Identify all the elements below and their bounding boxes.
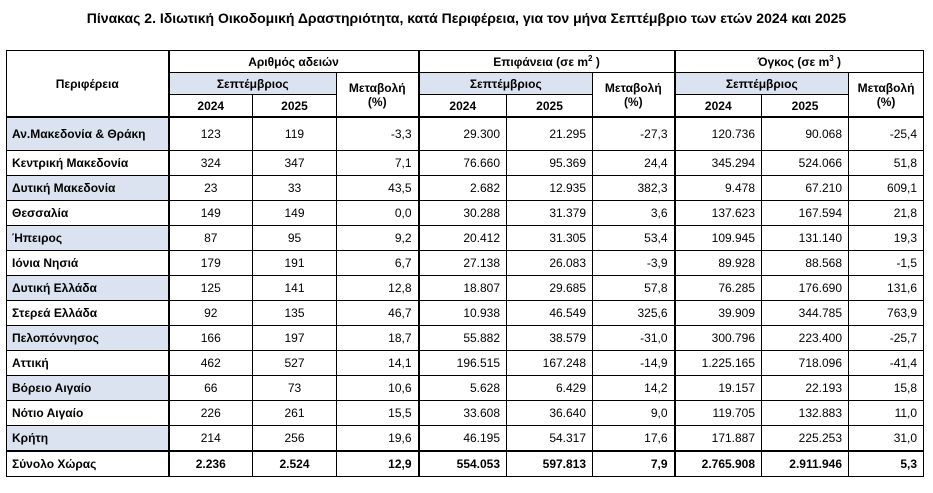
permits-year2-header: 2025: [253, 95, 337, 118]
surface-2025-cell: 21.295: [507, 117, 593, 151]
volume-change-cell: 11,0: [849, 401, 924, 426]
surface-2025-cell: 36.640: [507, 401, 593, 426]
volume-change-cell: -1,5: [849, 251, 924, 276]
volume-2024-cell: 76.285: [675, 276, 762, 301]
surface-change-cell: -14,9: [593, 351, 675, 376]
volume-change-header: Μεταβολή (%): [849, 73, 924, 118]
permits-2024-cell: 92: [169, 301, 253, 326]
surface-2024-cell: 46.195: [419, 426, 507, 452]
permits-2025-cell: 527: [253, 351, 337, 376]
surface-2024-cell: 196.515: [419, 351, 507, 376]
surface-2024-cell: 18.807: [419, 276, 507, 301]
permits-change-cell: 14,1: [337, 351, 419, 376]
region-column-header: Περιφέρεια: [7, 51, 169, 118]
table-row: [7, 376, 924, 401]
volume-change-cell: 51,8: [849, 151, 924, 176]
permits-year1-header: 2024: [169, 95, 253, 118]
surface-change-cell: 17,6: [593, 426, 675, 452]
volume-2024-cell: 345.294: [675, 151, 762, 176]
volume-2024-cell: 1.225.165: [675, 351, 762, 376]
permits-change-cell: -3,3: [337, 117, 419, 151]
region-name-cell: Κεντρική Μακεδονία: [7, 151, 169, 176]
volume-year2-header: 2025: [762, 95, 849, 118]
surface-2025-cell: 54.317: [507, 426, 593, 452]
permits-2024-cell: 66: [169, 376, 253, 401]
volume-2024-cell: 19.157: [675, 376, 762, 401]
surface-year1-header: 2024: [419, 95, 507, 118]
volume-2024-cell: 109.945: [675, 226, 762, 251]
volume-2024-cell: 89.928: [675, 251, 762, 276]
permits-2024-cell: 2.236: [169, 451, 253, 477]
volume-2025-cell: 2.911.946: [762, 451, 849, 477]
volume-2025-cell: 88.568: [762, 251, 849, 276]
table-row: [7, 176, 924, 201]
volume-change-cell: 763,9: [849, 301, 924, 326]
permits-2024-cell: 226: [169, 401, 253, 426]
permits-2025-cell: 135: [253, 301, 337, 326]
volume-2024-cell: 120.736: [675, 117, 762, 151]
volume-2025-cell: 225.253: [762, 426, 849, 452]
permits-2024-cell: 324: [169, 151, 253, 176]
table-row: [7, 326, 924, 351]
volume-change-cell: 15,8: [849, 376, 924, 401]
permits-change-header: Μεταβολή (%): [337, 73, 419, 118]
region-name-cell: Κρήτη: [7, 426, 169, 452]
permits-2024-cell: 462: [169, 351, 253, 376]
region-name-cell: Ιόνια Νησιά: [7, 251, 169, 276]
region-name-cell: Βόρειο Αιγαίο: [7, 376, 169, 401]
volume-change-cell: 31,0: [849, 426, 924, 452]
permits-2025-cell: 119: [253, 117, 337, 151]
region-name-cell: Αττική: [7, 351, 169, 376]
permits-change-cell: 19,6: [337, 426, 419, 452]
permits-change-cell: 10,6: [337, 376, 419, 401]
volume-2024-cell: 9.478: [675, 176, 762, 201]
permits-change-cell: 0,0: [337, 201, 419, 226]
permits-2024-cell: 149: [169, 201, 253, 226]
permits-2025-cell: 33: [253, 176, 337, 201]
region-name-cell: Πελοπόννησος: [7, 326, 169, 351]
permits-2025-cell: 191: [253, 251, 337, 276]
volume-2025-cell: 167.594: [762, 201, 849, 226]
surface-2024-cell: 10.938: [419, 301, 507, 326]
table-row: [7, 426, 924, 452]
surface-2025-cell: 12.935: [507, 176, 593, 201]
surface-change-header: Μεταβολή (%): [593, 73, 675, 118]
surface-2024-cell: 30.288: [419, 201, 507, 226]
permits-change-cell: 46,7: [337, 301, 419, 326]
surface-year2-header: 2025: [507, 95, 593, 118]
table-row: [7, 226, 924, 251]
permits-2025-cell: 73: [253, 376, 337, 401]
table-row: [7, 201, 924, 226]
volume-2025-cell: 176.690: [762, 276, 849, 301]
volume-2025-cell: 67.210: [762, 176, 849, 201]
surface-2024-cell: 76.660: [419, 151, 507, 176]
volume-group-header: Όγκος (σε $m^3$ ): [675, 51, 924, 73]
surface-group-header: Επιφάνεια (σε $m^2$ ): [419, 51, 675, 73]
volume-change-cell: 19,3: [849, 226, 924, 251]
volume-change-cell: 131,6: [849, 276, 924, 301]
surface-change-cell: 9,0: [593, 401, 675, 426]
volume-2024-cell: 2.765.908: [675, 451, 762, 477]
volume-change-cell: -25,7: [849, 326, 924, 351]
surface-change-cell: 53,4: [593, 226, 675, 251]
table-row: [7, 301, 924, 326]
table-title: Πίνακας 2. Ιδιωτική Οικοδομική Δραστηριότητα, κατά Περιφέρεια, για τον μήνα Σεπτέμβριο των ετών 2024 και 2025: [86, 10, 847, 26]
permits-change-cell: 15,5: [337, 401, 419, 426]
region-name-cell: Ήπειρος: [7, 226, 169, 251]
permits-2024-cell: 179: [169, 251, 253, 276]
permits-change-cell: 9,2: [337, 226, 419, 251]
surface-2024-cell: 29.300: [419, 117, 507, 151]
surface-change-cell: 382,3: [593, 176, 675, 201]
surface-month-header: Σεπτέμβριος: [419, 73, 593, 95]
table-row: [7, 251, 924, 276]
permits-2024-cell: 23: [169, 176, 253, 201]
surface-2025-cell: 167.248: [507, 351, 593, 376]
volume-2025-cell: 344.785: [762, 301, 849, 326]
surface-2025-cell: 597.813: [507, 451, 593, 477]
surface-2024-cell: 55.882: [419, 326, 507, 351]
volume-2025-cell: 22.193: [762, 376, 849, 401]
permits-month-header: Σεπτέμβριος: [169, 73, 337, 95]
volume-year1-header: 2024: [675, 95, 762, 118]
table-row: [7, 151, 924, 176]
surface-change-cell: -27,3: [593, 117, 675, 151]
permits-change-cell: 18,7: [337, 326, 419, 351]
region-name-cell: Αν.Μακεδονία & Θράκη: [7, 117, 169, 151]
surface-change-cell: 325,6: [593, 301, 675, 326]
regional-building-activity-table: [6, 50, 924, 477]
surface-2025-cell: 46.549: [507, 301, 593, 326]
surface-2025-cell: 31.379: [507, 201, 593, 226]
surface-2025-cell: 26.083: [507, 251, 593, 276]
surface-2024-cell: 27.138: [419, 251, 507, 276]
surface-2025-cell: 29.685: [507, 276, 593, 301]
region-name-cell: Στερεά Ελλάδα: [7, 301, 169, 326]
surface-2025-cell: 6.429: [507, 376, 593, 401]
volume-month-header: Σεπτέμβριος: [675, 73, 849, 95]
volume-2025-cell: 524.066: [762, 151, 849, 176]
volume-change-cell: -25,4: [849, 117, 924, 151]
volume-2024-cell: 137.623: [675, 201, 762, 226]
permits-change-cell: 12,8: [337, 276, 419, 301]
surface-change-cell: 14,2: [593, 376, 675, 401]
permits-2025-cell: 261: [253, 401, 337, 426]
volume-change-cell: 5,3: [849, 451, 924, 477]
table-row: [7, 117, 924, 151]
volume-2025-cell: 223.400: [762, 326, 849, 351]
permits-change-cell: 6,7: [337, 251, 419, 276]
permits-change-cell: 12,9: [337, 451, 419, 477]
surface-change-cell: 24,4: [593, 151, 675, 176]
surface-change-cell: 57,8: [593, 276, 675, 301]
region-name-cell: Σύνολο Χώρας: [7, 451, 169, 477]
permits-2024-cell: 125: [169, 276, 253, 301]
permits-2024-cell: 166: [169, 326, 253, 351]
table-row: [7, 276, 924, 301]
volume-2024-cell: 119.705: [675, 401, 762, 426]
volume-2025-cell: 90.068: [762, 117, 849, 151]
volume-change-cell: -41,4: [849, 351, 924, 376]
volume-2024-cell: 300.796: [675, 326, 762, 351]
total-row: [7, 451, 924, 477]
permits-2025-cell: 149: [253, 201, 337, 226]
table-body: [7, 117, 924, 477]
surface-2025-cell: 31.305: [507, 226, 593, 251]
permits-2025-cell: 141: [253, 276, 337, 301]
volume-2024-cell: 39.909: [675, 301, 762, 326]
region-name-cell: Νότιο Αιγαίο: [7, 401, 169, 426]
table-row: [7, 401, 924, 426]
permits-2025-cell: 95: [253, 226, 337, 251]
surface-2024-cell: 2.682: [419, 176, 507, 201]
permits-change-cell: 43,5: [337, 176, 419, 201]
surface-2025-cell: 95.369: [507, 151, 593, 176]
surface-change-cell: -31,0: [593, 326, 675, 351]
volume-2025-cell: 131.140: [762, 226, 849, 251]
volume-2025-cell: 718.096: [762, 351, 849, 376]
surface-change-cell: 7,9: [593, 451, 675, 477]
permits-change-cell: 7,1: [337, 151, 419, 176]
volume-2025-cell: 132.883: [762, 401, 849, 426]
region-name-cell: Θεσσαλία: [7, 201, 169, 226]
permits-2025-cell: 2.524: [253, 451, 337, 477]
permits-2024-cell: 123: [169, 117, 253, 151]
permits-2025-cell: 256: [253, 426, 337, 452]
surface-change-cell: -3,9: [593, 251, 675, 276]
surface-2024-cell: 554.053: [419, 451, 507, 477]
permits-2024-cell: 87: [169, 226, 253, 251]
permits-2024-cell: 214: [169, 426, 253, 452]
surface-2024-cell: 5.628: [419, 376, 507, 401]
permits-2025-cell: 197: [253, 326, 337, 351]
permits-group-header: Αριθμός αδειών: [169, 51, 419, 73]
region-name-cell: Δυτική Μακεδονία: [7, 176, 169, 201]
surface-2024-cell: 33.608: [419, 401, 507, 426]
permits-2025-cell: 347: [253, 151, 337, 176]
surface-2024-cell: 20.412: [419, 226, 507, 251]
volume-2024-cell: 171.887: [675, 426, 762, 452]
table-row: [7, 351, 924, 376]
surface-change-cell: 3,6: [593, 201, 675, 226]
volume-change-cell: 21,8: [849, 201, 924, 226]
surface-2025-cell: 38.579: [507, 326, 593, 351]
region-name-cell: Δυτική Ελλάδα: [7, 276, 169, 301]
volume-change-cell: 609,1: [849, 176, 924, 201]
